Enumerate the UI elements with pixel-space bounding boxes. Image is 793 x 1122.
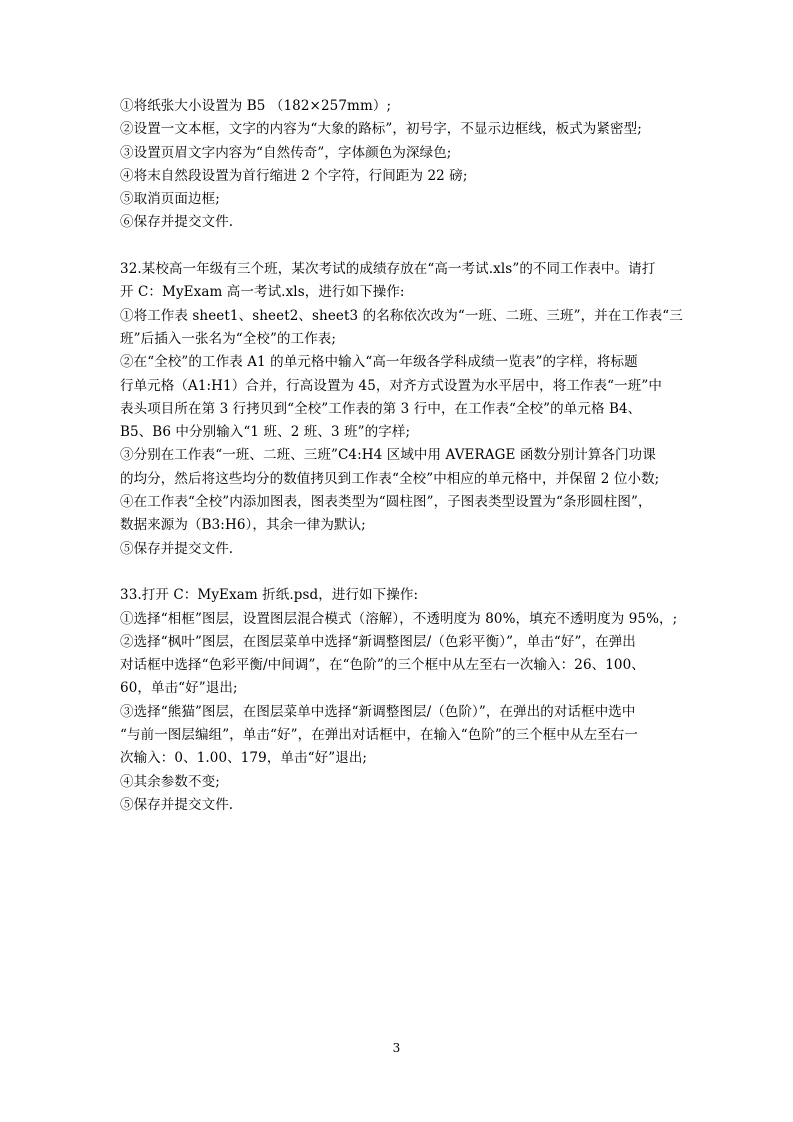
text-line: ④其余参数不变;	[120, 773, 220, 790]
text-line: ⑥保存并提交文件.	[120, 214, 234, 231]
text-line: ③分别在工作表“一班、二班、三班”C4:H4 区域中用 AVERAGE 函数分别计算各门功课	[120, 447, 656, 464]
text-line: ④在工作表“全校”内添加图表，图表类型为“圆柱图”，子图表类型设置为“条形圆柱图”，	[120, 494, 652, 511]
text-line: B5、B6 中分别输入“1 班、2 班、3 班”的字样;	[120, 424, 411, 441]
text-line: ①选择“相框”图层，设置图层混合模式（溶解），不透明度为 80%，填充不透明度为 95%，;	[120, 610, 678, 627]
paragraph-gap	[120, 561, 680, 584]
text-line: 开 C：MyExam 高一考试.xls，进行如下操作:	[120, 284, 405, 301]
text-line: 表头项目所在第 3 行拷贝到“全校”工作表的第 3 行中，在工作表“全校”的单元格 B4、	[120, 400, 642, 417]
text-line: 对话框中选择“色彩平衡/中间调”，在“色阶”的三个框中从左至右一次输入：26、100、	[120, 657, 645, 674]
text-line: ⑤保存并提交文件.	[120, 540, 234, 557]
text-line: ①将工作表 sheet1、sheet2、sheet3 的名称依次改为“一班、二班、三班”，并在工作表“三	[120, 307, 683, 324]
text-line: ②在“全校”的工作表 A1 的单元格中输入“高一年级各学科成绩一览表”的字样，将标题	[120, 354, 638, 371]
text-line: ⑤取消页面边框;	[120, 191, 220, 208]
document-body	[120, 95, 683, 817]
text-line: ⑤保存并提交文件.	[120, 796, 234, 813]
text-line: 的均分，然后将这些均分的数值拷贝到工作表“全校”中相应的单元格中，并保留 2 位小数;	[120, 470, 660, 487]
question-33	[120, 584, 680, 817]
question-title: 32.某校高一年级有三个班，某次考试的成绩存放在“高一考试.xls”的不同工作表中。请打	[120, 261, 656, 278]
text-line: 数据来源为（B3:H6），其余一律为默认;	[120, 517, 366, 534]
question-title: 33.打开 C：MyExam 折纸.psd，进行如下操作:	[120, 587, 419, 604]
text-line: 60，单击“好”退出;	[120, 680, 238, 697]
text-line: ③设置页眉文字内容为“自然传奇”，字体颜色为深绿色;	[120, 144, 452, 161]
paragraph-gap	[120, 235, 680, 258]
text-line: ④将末自然段设置为首行缩进 2 个字符，行间距为 22 磅;	[120, 167, 468, 184]
text-line: 行单元格（A1:H1）合并，行高设置为 45，对齐方式设置为水平居中，将工作表“一班”中	[120, 377, 662, 394]
page-number: 3	[392, 1041, 401, 1055]
text-line: ①将纸张大小设置为 B5 （182×257mm）;	[120, 98, 392, 114]
question-31-steps	[120, 95, 680, 235]
text-line: “与前一图层编组”，单击“好”，在弹出对话框中，在输入“色阶”的三个框中从左至右一	[120, 727, 639, 744]
question-32	[120, 258, 683, 561]
text-line: 班”后插入一张名为“全校”的工作表;	[120, 330, 337, 347]
text-line: ②设置一文本框，文字的内容为“大象的路标”，初号字，不显示边框线，板式为紧密型;	[120, 121, 642, 138]
text-line: 次输入：0、1.00、179，单击“好”退出;	[120, 750, 368, 767]
text-line: ②选择“枫叶”图层，在图层菜单中选择“新调整图层/（色彩平衡）”，单击“好”，在弹出	[120, 633, 636, 650]
text-line: ③选择“熊猫”图层，在图层菜单中选择“新调整图层/（色阶）”，在弹出的对话框中选中	[120, 703, 636, 720]
